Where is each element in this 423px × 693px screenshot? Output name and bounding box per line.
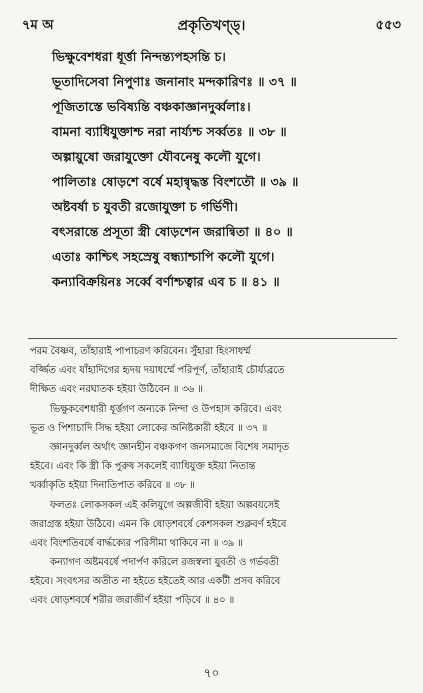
verse-line: কন্যাবিক্রয়িনঃ সর্ব্বে বর্ণাশ্চত্বার এব চ ॥ ৪১ ॥ [52, 274, 280, 289]
commentary-line: ভূত ও পিশাচাদি সিদ্ধ হইয়া লোকের অনিষ্টকারী হইবে ॥ ৩৭ ॥ [30, 422, 268, 434]
verse-line: পালিতাঃ ষোড়শে বর্ষে মহান্বৃদ্ধস্ত বিংশতৌ ॥ ৩৯ ॥ [52, 174, 299, 189]
verse-line: অষ্টবর্ষা চ যুবতী রজোযুক্তা চ গর্ভিণী। [52, 199, 238, 214]
verse-line: এতাঃ কাশ্চিৎ সহস্রেষু বন্ধ্যাশ্চাপি কলৌ যুগে। [52, 249, 275, 264]
verse-line: ভূতাদিসেবা নিপুণাঃ জনানাং মন্দকারিণঃ ॥ ৩৭ ॥ [52, 74, 297, 89]
commentary-line: জ্ঞানদুর্ব্বল অর্থাৎ জ্ঞানহীন বঞ্চকগণ জনসমাজে বিশেষ সমাদৃত [50, 441, 290, 453]
commentary-line: পরম বৈষ্ণব, তাঁহারাই পাপাচরণ করিবেন। সুঁহারা হিংসাধর্ম্ম [30, 346, 251, 357]
verse-line: বামনা ব্যাধিযুক্তাশ্চ নরা নার্য্যশ্চ সর্ব্বতঃ ॥ ৩৮ ॥ [52, 124, 287, 139]
verse-line: বৎসরান্তে প্রসূতা স্ত্রী ষোড়শেন জরান্বিতা ॥ ৪০ ॥ [52, 224, 293, 239]
page-header [22, 12, 401, 38]
verse-line: ভিক্ষুবেশধরা ধূর্ত্তা নিন্দন্ত্যপহসন্তি চ। [52, 49, 226, 64]
commentary-line: জরাগ্রস্ত হইয়া উঠিবে। এমন কি ষোড়শবর্ষে কেশসকল শুক্লবর্ণ হইবে [30, 518, 287, 530]
signature-mark: ৭০ [203, 666, 220, 680]
commentary-line: ভিক্ষুকবেশধারী ধূর্ত্তগণ অন্যকে নিন্দা ও উপহাস করিবে। এবং [50, 403, 282, 415]
page-title: প্রকৃতিখণ্ড্। [177, 18, 246, 34]
commentary-line: ফলতঃ লোকসকল এই কলিযুগে অল্পজীবী হইয়া অল্পবয়সেই [50, 499, 280, 511]
verse-line: পূজিতাস্তে ভবিষ্যন্তি বঞ্চকাজ্ঞানদুর্ব্বলাঃ। [52, 99, 251, 114]
verse-line: অল্পায়ুষো জরাযুক্তো যৌবনেষু কলৌ যুগে। [52, 149, 261, 164]
commentary-line: হইবে। এবং কি স্ত্রী কি পুরুষ সকলেই ব্যাধিযুক্ত হইয়া নিতান্ত [30, 461, 256, 473]
bengali-commentary [30, 342, 405, 611]
commentary-line: এবং বিংশতিবর্ষে বার্দ্ধক্যের পরিসীমা থাকিবে না ॥ ৩৯ ॥ [30, 537, 243, 549]
page-number: ৫৫৩ [375, 18, 401, 33]
commentary-line: কন্যাগণ অষ্টমবর্ষে পদার্পণ করিলে রজস্বলা যুবতী ও গর্ভবতী [50, 557, 279, 569]
commentary-line: হইবে। সংবৎসর অতীত না হইতে হইতেই আর একটী প্রসব করিবে [30, 576, 281, 588]
section-divider [28, 338, 397, 339]
commentary-line: দীক্ষিত এবং নরঘাতক হইয়া উঠিবেন ॥ ৩৬ ॥ [30, 384, 203, 396]
sanskrit-verses [52, 44, 409, 294]
chapter-label: ৭ম অ [22, 18, 54, 33]
commentary-line: এবং ষোড়শবর্ষে শরীর জরাজীর্ণ হইয়া পড়িবে ॥ ৪০ ॥ [30, 595, 235, 607]
commentary-line: বর্জ্জিত এবং যাঁহাদিগের হৃদয় দয়াধর্ম্মে পরিপূর্ণ, তাঁহারাই চৌর্য্যব্রতে [30, 365, 285, 377]
commentary-line: খর্ব্বাকৃতি হইয়া দিনাতিপাত করিবে ॥ ৩৮ ॥ [30, 480, 195, 492]
